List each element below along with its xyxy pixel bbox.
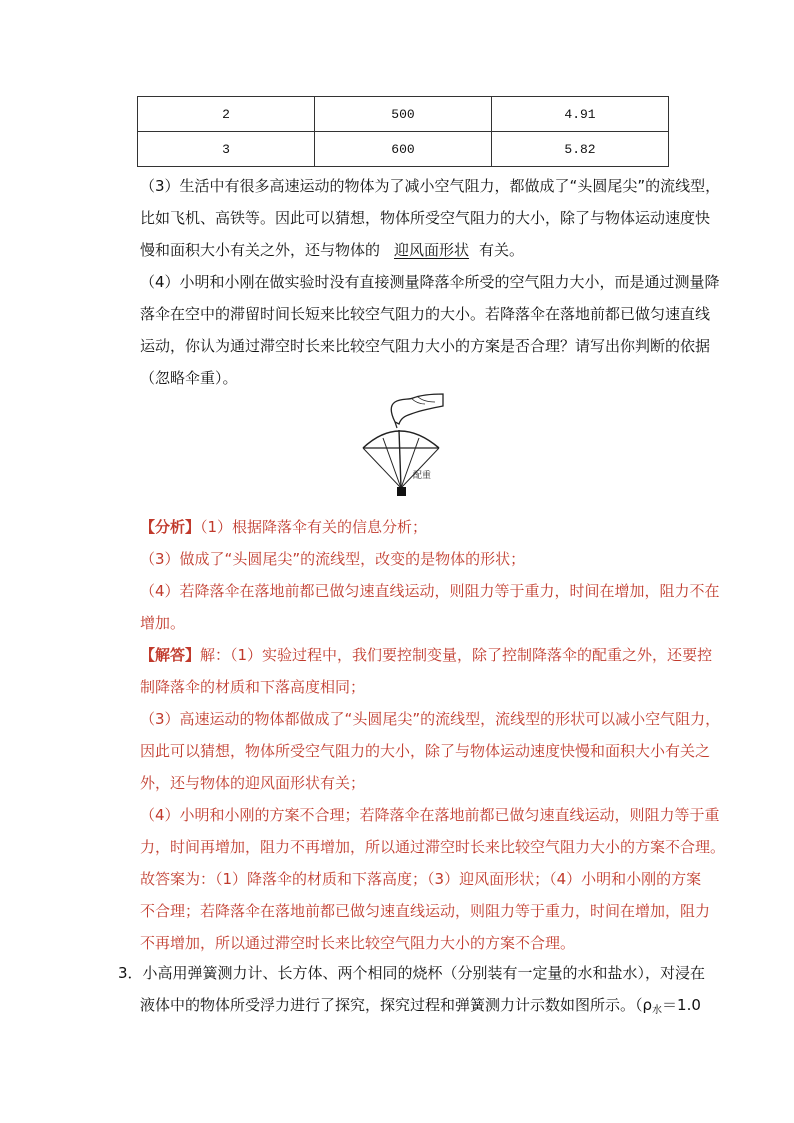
- hand-icon: [391, 394, 443, 424]
- analysis-text: 增加。: [140, 614, 186, 632]
- next-question-line-2: [140, 995, 701, 1021]
- q4-text: （4）小明和小刚在做实验时没有直接测量降落伞所受的空气阻力大小，而是通过测量降: [140, 273, 720, 291]
- answer-line-5: [140, 773, 365, 793]
- answer-line-6: [140, 805, 720, 825]
- analysis-line-1: [140, 517, 427, 537]
- answer-line-1: [140, 645, 712, 665]
- q4-text: 运动，你认为通过滞空时长来比较空气阻力大小的方案是否合理？请写出你判断的依据: [140, 337, 711, 355]
- q4-text: 落伞在空中的滞留时间长短来比较空气阻力的大小。若降落伞在落地前都已做匀速直线: [140, 305, 711, 323]
- answer-text: 解：（1）实验过程中，我们要控制变量，除了控制降落伞的配重之外，还要控: [200, 646, 713, 664]
- answer-text: （4）小明和小刚的方案不合理；若降落伞在落地前都已做匀速直线运动，则阻力等于重: [140, 806, 720, 824]
- q3-text: （3）生活中有很多高速运动的物体为了减小空气阻力，都做成了“头圆尾尖”的流线型，: [140, 177, 721, 195]
- rho-subscript: 水: [652, 1005, 663, 1016]
- table-cell: 3: [138, 132, 315, 167]
- answer-text: 力，时间再增加，阻力不再增加，所以通过滞空时长来比较空气阻力大小的方案不合理。: [140, 838, 726, 856]
- q3-text: 有关。: [479, 241, 525, 259]
- q3-line-3: [140, 240, 524, 260]
- table-cell: 600: [315, 132, 492, 167]
- answer-line-9: [140, 901, 710, 921]
- q4-line-2: [140, 304, 710, 324]
- answer-line-8: [140, 869, 701, 889]
- q4-line-4: [140, 368, 238, 388]
- parachute-figure: [355, 392, 447, 502]
- q4-text: （忽略伞重）。: [140, 369, 238, 387]
- answer-text: 制降落伞的材质和下落高度相同；: [140, 678, 366, 696]
- table-row: [138, 97, 669, 132]
- table-cell: 5.82: [492, 132, 669, 167]
- q3-text: 比如飞机、高铁等。因此可以猜想，物体所受空气阻力的大小，除了与物体运动速度快: [140, 209, 711, 227]
- next-question-text: 液体中的物体所受浮力进行了探究，探究过程和弹簧测力计示数如图所示。（ρ: [140, 996, 653, 1014]
- q3-line-2: [140, 208, 710, 228]
- analysis-line-2: [140, 549, 525, 569]
- analysis-text: （1）根据降落伞有关的信息分析；: [200, 518, 428, 536]
- answer-text: 不合理；若降落伞在落地前都已做匀速直线运动，则阻力等于重力，时间在增加，阻力: [140, 902, 711, 920]
- analysis-line-4: [140, 613, 185, 633]
- answer-line-10: [140, 933, 575, 953]
- table-cell: 4.91: [492, 97, 669, 132]
- table-cell: 500: [315, 97, 492, 132]
- q3-answer-blank: 迎风面形状: [394, 241, 470, 259]
- answer-text: （3）高速运动的物体都做成了“头圆尾尖”的流线型，流线型的形状可以减小空气阻力，: [140, 710, 721, 728]
- answer-line-2: [140, 677, 365, 697]
- q4-line-1: [140, 272, 720, 292]
- next-question-line-1: [118, 963, 705, 983]
- q3-text: 慢和面积大小有关之外，还与物体的: [140, 241, 381, 259]
- table-row: [138, 132, 669, 167]
- answer-text: 外，还与物体的迎风面形状有关；: [140, 774, 366, 792]
- data-table: [137, 96, 669, 167]
- analysis-text: （4）若降落伞在落地前都已做匀速直线运动，则阻力等于重力，时间在增加，阻力不在: [140, 582, 720, 600]
- canopy: [363, 431, 439, 448]
- answer-text: 因此可以猜想，物体所受空气阻力的大小，除了与物体运动速度快慢和面积大小有关之: [140, 742, 711, 760]
- answer-tag: 【解答】: [140, 646, 201, 664]
- analysis-line-3: [140, 581, 720, 601]
- answer-text: 不再增加，所以通过滞空时长来比较空气阻力大小的方案不合理。: [140, 934, 576, 952]
- q4-line-3: [140, 336, 710, 356]
- answer-text: 故答案为：（1）降落伞的材质和下落高度；（3）迎风面形状；（4）小明和小刚的方案: [140, 870, 702, 888]
- answer-line-4: [140, 741, 710, 761]
- answer-line-3: [140, 709, 720, 729]
- next-question-text: ＝1.0: [662, 996, 701, 1014]
- next-question-text: 3．小高用弹簧测力计、长方体、两个相同的烧杯（分别装有一定量的水和盐水），对浸在: [118, 964, 706, 982]
- answer-line-7: [140, 837, 725, 857]
- analysis-text: （3）做成了“头圆尾尖”的流线型，改变的是物体的形状；: [140, 550, 526, 568]
- q3-line-1: [140, 176, 720, 196]
- weight-block: [397, 487, 406, 496]
- analysis-tag: 【分析】: [140, 518, 201, 536]
- table-cell: 2: [138, 97, 315, 132]
- weight-label: 配重: [413, 471, 432, 481]
